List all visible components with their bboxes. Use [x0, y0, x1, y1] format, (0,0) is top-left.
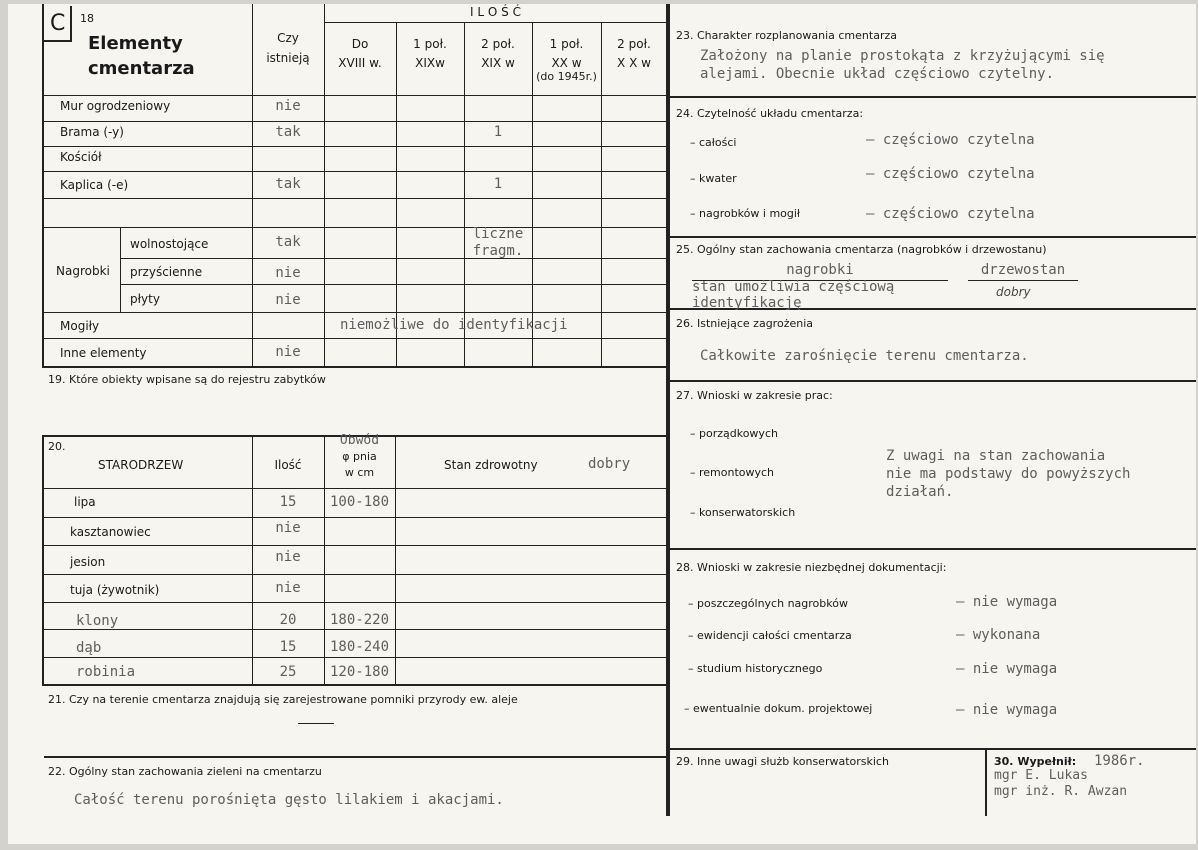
- rule: [44, 629, 667, 630]
- q28-row-label: – ewentualnie dokum. projektowej: [684, 702, 873, 715]
- q22-label: 22. Ogólny stan zachowania zieleni na cmentarzu: [48, 765, 322, 778]
- q27-value: Z uwagi na stan zachowania: [886, 448, 1106, 464]
- rule: [44, 517, 667, 518]
- rule: [464, 22, 465, 366]
- q22-value: Całość terenu porośnięta gęsto lilakiem i akacjami.: [74, 792, 504, 808]
- rule: [44, 756, 667, 758]
- rule: [44, 146, 667, 147]
- tree-count: 15: [279, 639, 297, 655]
- col2-header: 1 poł.: [413, 37, 447, 51]
- q27-value-line2: nie ma podstawy do powyższych: [886, 466, 1131, 482]
- q28-row-value: – wykonana: [956, 627, 1041, 643]
- row-label-przyscienne: przyścienne: [130, 265, 203, 279]
- ilosc-header: I L O Ś Ć: [470, 5, 521, 19]
- q19-label: 19. Które obiekty wpisane są do rejestru zabytków: [48, 373, 326, 386]
- czy-header: Czy: [277, 31, 299, 45]
- q23-value: Założony na planie prostokąta z krzyżującymi się: [700, 48, 1105, 64]
- rule: [44, 545, 667, 546]
- row-label-nagrobki: Nagrobki: [56, 264, 110, 278]
- center-divider: [666, 4, 670, 816]
- tree-size: 100-180: [330, 494, 390, 510]
- q26-value: Całkowite zarośnięcie terenu cmentarza.: [700, 348, 1029, 364]
- rule: [668, 96, 1196, 98]
- q20-pnia-header: φ pnia: [342, 450, 377, 463]
- row-label-plyty: płyty: [130, 292, 160, 306]
- q30-name1: mgr E. Lukas: [994, 768, 1088, 783]
- value-inne-exists: nie: [275, 344, 301, 360]
- q23-label: 23. Charakter rozplanowania cmentarza: [676, 29, 897, 42]
- q27-item: – konserwatorskich: [690, 506, 796, 519]
- col2-header-line2: XIXw: [415, 56, 445, 70]
- rule: [668, 380, 1196, 382]
- row-label-mogily: Mogiły: [60, 319, 100, 333]
- col4-header: 1 poł.: [549, 37, 584, 51]
- row-label-kaplica: Kaplica (-e): [60, 178, 129, 192]
- col1-header: Do: [351, 37, 369, 51]
- rule: [120, 227, 121, 312]
- row-label-brama: Brama (-y): [60, 125, 124, 139]
- tree-size: 180-220: [330, 612, 390, 628]
- row-label-mur: Mur ogrodzeniowy: [60, 99, 171, 113]
- rule: [44, 227, 667, 228]
- q28-row-label: – ewidencji całości cmentarza: [688, 629, 852, 642]
- q21-dash: [298, 723, 334, 724]
- value-kaplica-col3: 1: [493, 176, 503, 192]
- tree-size: 180-240: [330, 639, 390, 655]
- rule: [44, 198, 667, 199]
- q28-row-value: – nie wymaga: [956, 594, 1058, 610]
- value-wolnostojace-col3: liczne: [472, 226, 524, 242]
- rule: [601, 22, 602, 366]
- value-brama-exists: tak: [275, 124, 301, 140]
- col4-header-line2: XX w: [551, 56, 582, 70]
- q25-col1: nagrobki: [786, 262, 854, 278]
- tree-name: jesion: [70, 555, 106, 569]
- rule: [44, 657, 667, 658]
- q20-title: STARODRZEW: [98, 458, 184, 472]
- q28-row-label: – studium historycznego: [688, 662, 823, 675]
- rule: [668, 548, 1196, 550]
- q21-label: 21. Czy na terenie cmentarza znajdują się zarejestrowane pomniki przyrody ew. aleje: [48, 693, 518, 706]
- q24-row-value: – częściowo czytelna: [866, 206, 1035, 222]
- col5-header: 2 poł.: [617, 37, 651, 51]
- value-plyty-exists: nie: [275, 292, 301, 308]
- rule: [44, 684, 667, 686]
- rule: [324, 22, 667, 23]
- rule: [668, 236, 1196, 238]
- rule: [44, 95, 667, 96]
- q24-row-label: – kwater: [690, 172, 737, 185]
- value-wolnostojace-col3-line2: fragm.: [472, 243, 524, 259]
- row-label-wolnostojace: wolnostojące: [130, 237, 209, 251]
- rule: [120, 258, 667, 259]
- q20-wcm-header: w cm: [344, 466, 375, 479]
- q20-stan-value: dobry: [588, 456, 631, 472]
- q27-label: 27. Wnioski w zakresie prac:: [676, 389, 833, 402]
- value-mur-exists: nie: [275, 98, 301, 114]
- rule: [44, 121, 667, 122]
- q20-stan-header: Stan zdrowotny: [444, 458, 538, 472]
- value-wolnostojace-exists: tak: [275, 234, 301, 250]
- q30-name2: mgr inż. R. Awzan: [994, 784, 1128, 799]
- q29-label: 29. Inne uwagi służb konserwatorskich: [676, 755, 889, 768]
- rule: [44, 366, 667, 368]
- tree-size: 120-180: [330, 664, 390, 680]
- value-mogily-note: niemożliwe do identyfikacji: [340, 317, 568, 333]
- tree-name: lipa: [74, 495, 96, 509]
- section-letter: C: [50, 11, 66, 36]
- q24-row-value: – częściowo czytelna: [866, 132, 1035, 148]
- q23-value-line2: alejami. Obecnie układ częściowo czytelny.: [700, 66, 1055, 82]
- section-number: 18: [80, 12, 94, 25]
- q28-row-label: – poszczególnych nagrobków: [688, 597, 848, 610]
- q28-row-value: – nie wymaga: [956, 702, 1058, 718]
- q25-value2: dobry: [996, 285, 1031, 299]
- q25-col2-underline: [968, 280, 1078, 281]
- q24-row-label: – nagrobków i mogił: [690, 207, 801, 220]
- page-title: Elementy: [88, 33, 183, 54]
- q27-item: – porządkowych: [690, 427, 778, 440]
- tree-count: nie: [275, 520, 301, 536]
- rule: [44, 338, 667, 339]
- tree-count: 20: [279, 612, 297, 628]
- row-label-inne: Inne elementy: [60, 346, 147, 360]
- q25-value1-line2: identyfikację: [692, 295, 802, 311]
- q25-value1: stan umożliwia częściową: [692, 279, 895, 295]
- q27-item: – remontowych: [690, 466, 775, 479]
- q24-row-value: – częściowo czytelna: [866, 166, 1035, 182]
- rule: [396, 22, 397, 366]
- q25-label: 25. Ogólny stan zachowania cmentarza (nagrobków i drzewostanu): [676, 243, 1047, 256]
- col3-header-line2: XIX w: [481, 56, 515, 70]
- rule: [120, 284, 667, 285]
- value-kaplica-exists: tak: [275, 176, 301, 192]
- rule: [42, 435, 44, 686]
- tree-count: nie: [275, 580, 301, 596]
- q30-label: 30. Wypełnił:: [994, 755, 1077, 768]
- rule: [44, 602, 667, 603]
- tree-name: dąb: [76, 640, 102, 656]
- q20-ilosc-header: Ilość: [274, 458, 302, 472]
- q27-value-line3: działań.: [886, 484, 954, 500]
- page-title-line2: cmentarza: [88, 58, 195, 79]
- rule: [44, 171, 667, 172]
- q24-label: 24. Czytelność układu cmentarza:: [676, 107, 864, 120]
- rule: [44, 574, 667, 575]
- rule: [395, 435, 396, 684]
- q24-row-label: – całości: [690, 136, 737, 149]
- rule: [42, 4, 44, 368]
- tree-count: 25: [279, 664, 297, 680]
- rule: [44, 312, 667, 313]
- q20-obwod-header: Obwód: [339, 433, 380, 448]
- col4-header-line3: (do 1945r.): [536, 70, 597, 83]
- q20-number: 20.: [48, 440, 66, 453]
- value-brama-col3: 1: [493, 124, 503, 140]
- row-label-kosciol: Kościół: [60, 150, 102, 164]
- q28-label: 28. Wnioski w zakresie niezbędnej dokumentacji:: [676, 561, 947, 574]
- cemetery-record-card: [8, 4, 1196, 844]
- q30-year: 1986r.: [1094, 753, 1145, 769]
- rule: [668, 748, 1196, 750]
- col5-header-line2: X X w: [617, 56, 651, 70]
- col3-header: 2 poł.: [481, 37, 515, 51]
- q28-row-value: – nie wymaga: [956, 661, 1058, 677]
- tree-name: kasztanowiec: [70, 525, 151, 539]
- q26-label: 26. Istniejące zagrożenia: [676, 317, 814, 330]
- czy-header-line2: istnieją: [266, 51, 310, 65]
- rule: [985, 748, 987, 816]
- value-przyscienne-exists: nie: [275, 265, 301, 281]
- tree-count: nie: [275, 549, 301, 565]
- q25-col2: drzewostan: [980, 262, 1066, 278]
- tree-name: tuja (żywotnik): [70, 583, 160, 597]
- rule: [44, 488, 667, 489]
- col1-header-line2: XVIII w.: [338, 56, 382, 70]
- tree-name: klony: [76, 613, 119, 629]
- tree-name: robinia: [76, 664, 136, 680]
- tree-count: 15: [279, 494, 297, 510]
